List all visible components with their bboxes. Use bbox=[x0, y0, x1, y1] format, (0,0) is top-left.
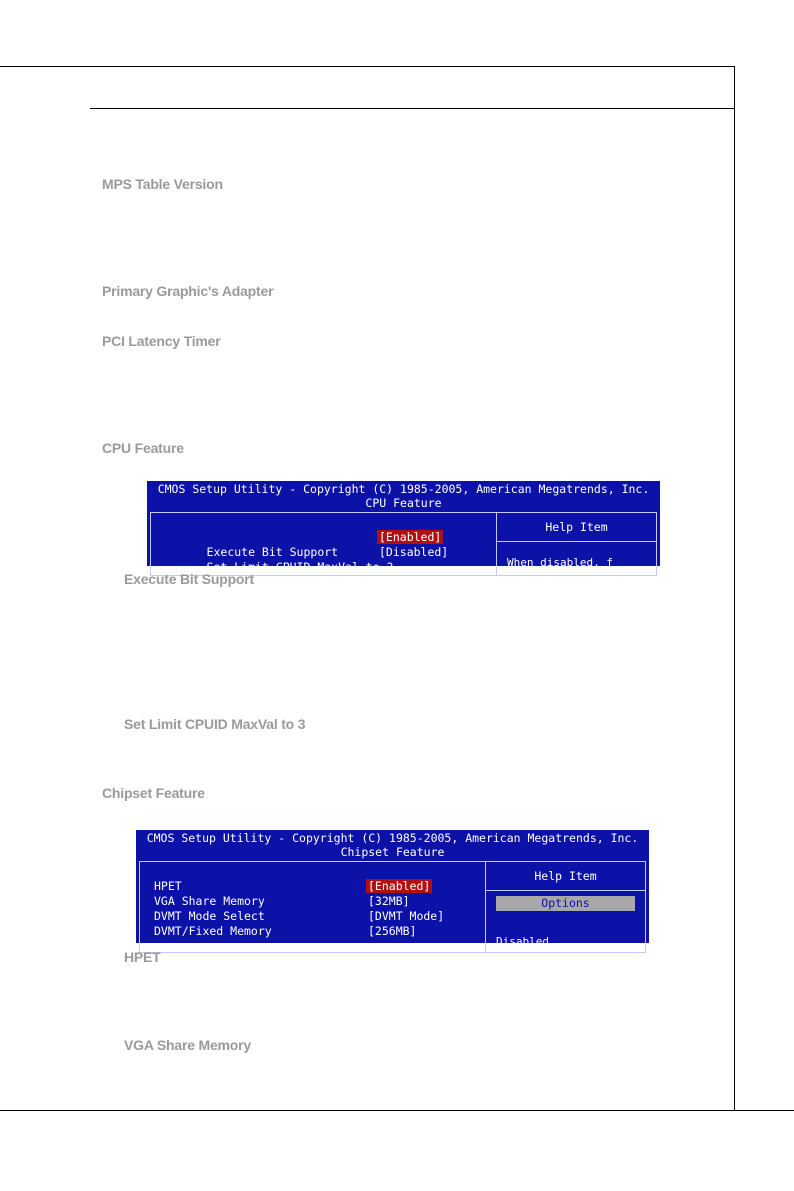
bios-item-value[interactable]: [256MB] bbox=[368, 924, 417, 938]
bios-help-title: Help Item bbox=[497, 513, 656, 542]
chipset-feature-bios-screen bbox=[136, 830, 649, 948]
bios-item-label: Set Limit CPUID MaxVal to 3 bbox=[206, 560, 394, 574]
bios-help-title: Help Item bbox=[486, 862, 645, 891]
bios-item-value[interactable]: [Disabled] bbox=[379, 545, 449, 559]
bios-selected-value: [Enabled] bbox=[379, 530, 442, 544]
cpu-feature-bios-screen bbox=[147, 481, 660, 574]
heading-set-limit-cpuid: Set Limit CPUID MaxVal to 3 bbox=[124, 716, 306, 732]
bios-item-vga-share-memory[interactable]: VGA Share Memory bbox=[154, 894, 265, 908]
bios-title-bar bbox=[136, 830, 649, 861]
bios-item-value[interactable] bbox=[377, 530, 443, 545]
bios-options-bar: Options bbox=[496, 896, 635, 911]
header-rule bbox=[90, 108, 734, 109]
bios-item-label: Execute Bit Support bbox=[206, 545, 339, 559]
bios-help-text: When disabled, f bbox=[507, 556, 613, 569]
bios-screen-title: CPU Feature bbox=[365, 496, 442, 510]
bios-title-bar bbox=[147, 481, 660, 512]
bios-help-panel bbox=[485, 862, 645, 952]
bios-copyright-line: CMOS Setup Utility - Copyright (C) 1985-2005, American Megatrends, Inc. bbox=[146, 831, 639, 845]
heading-execute-bit-support: Execute Bit Support bbox=[124, 571, 254, 587]
bios-item-value[interactable]: [DVMT Mode] bbox=[368, 909, 445, 923]
heading-mps-table-version: MPS Table Version bbox=[102, 176, 223, 192]
heading-primary-graphics-adapter: Primary Graphic's Adapter bbox=[102, 283, 274, 299]
bios-help-panel bbox=[496, 513, 656, 575]
footer-rule bbox=[0, 1110, 794, 1111]
bios-item-dvmt-mode-select[interactable]: DVMT Mode Select bbox=[154, 909, 265, 923]
heading-pci-latency-timer: PCI Latency Timer bbox=[102, 333, 221, 349]
bios-selected-value: [Enabled] bbox=[368, 879, 431, 893]
bios-body bbox=[150, 512, 657, 576]
bios-item-value[interactable] bbox=[366, 879, 432, 894]
bios-item-hpet[interactable]: HPET bbox=[154, 879, 182, 893]
heading-hpet: HPET bbox=[124, 949, 161, 965]
heading-cpu-feature: CPU Feature bbox=[102, 440, 184, 456]
bios-item-dvmt-fixed-memory[interactable]: DVMT/Fixed Memory bbox=[154, 924, 272, 938]
bios-item-value[interactable]: [32MB] bbox=[368, 894, 410, 908]
heading-vga-share-memory: VGA Share Memory bbox=[124, 1037, 251, 1053]
bios-help-text: Disabled bbox=[496, 935, 549, 948]
bios-copyright-line: CMOS Setup Utility - Copyright (C) 1985-2005, American Megatrends, Inc. bbox=[157, 482, 650, 496]
heading-chipset-feature: Chipset Feature bbox=[102, 785, 205, 801]
bios-screen-title: Chipset Feature bbox=[340, 845, 445, 859]
bios-body bbox=[139, 861, 646, 953]
